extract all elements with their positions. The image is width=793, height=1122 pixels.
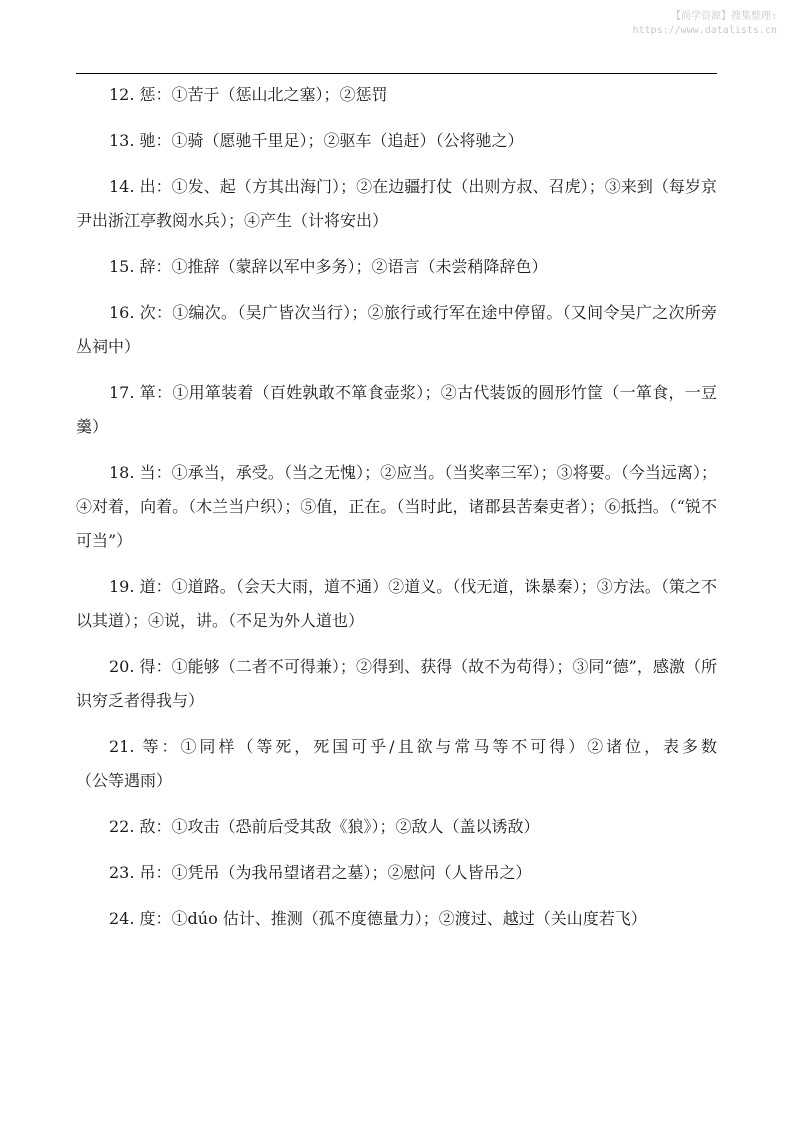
entry-text: 21. 等：①同样（等死，死国可乎/且欲与常马等不可得）②诸位，表多数 (109, 737, 717, 756)
entry-23 (76, 856, 717, 890)
entry-19 (76, 570, 717, 638)
entry-20 (76, 650, 717, 718)
entry-17 (76, 376, 717, 444)
watermark (633, 10, 778, 38)
entry-text: 23. 吊：①凭吊（为我吊望诸君之墓）；②慰问（人皆吊之） (109, 863, 532, 882)
entry-text: 22. 敌：①攻击（恐前后受其敌《狼》）；②敌人（盖以诱敌） (109, 817, 540, 836)
entry-text-cont: 吏者）；⑥抵挡。（“锐不可当”） (76, 497, 717, 550)
entry-24 (76, 902, 717, 936)
entry-text-cont: 当远离）；④对着，向着。（木兰当户织）；⑤值，正在。（当时此，诸郡县苦秦 (76, 463, 717, 516)
entry-text: 17. 箪：①用箪装着（百姓孰敢不箪食壶浆）；②古代装饭的圆形竹筐（一 (109, 383, 636, 402)
entry-text-cont: 广之次所旁丛祠中） (76, 303, 717, 356)
entry-text-cont: 感激（所识穷乏者得我与） (76, 657, 717, 710)
watermark-url: https://www.datalists.cn (632, 25, 777, 36)
entry-text-cont: （公等遇雨） (76, 771, 173, 790)
entry-text: 19. 道：①道路。（会天大雨，道不通）②道义。（伐无道，诛暴秦）；③方 (109, 577, 629, 596)
entry-text: 13. 驰：①骑（愿驰千里足）；②驱车（追赶）（公将驰之） (109, 131, 524, 150)
entry-text: 24. 度：①dúo 估计、推测（孤不度德量力）；②渡过、越过（关山度若飞） (109, 909, 647, 928)
entry-text-cont: 法。（策之不以其道）；④说，讲。（不足为外人道也） (76, 577, 717, 630)
entry-text: 14. 出：①发、起（方其出海门）；②在边疆打仗（出则方叔、召虎）；③ (109, 177, 621, 196)
watermark-source: 【尚学资源】搜集整理: (670, 11, 777, 22)
entry-18 (76, 456, 717, 558)
entry-text: 12. 惩：①苦于（惩山北之塞）；②惩罚 (109, 85, 388, 104)
entry-13 (76, 124, 717, 158)
entry-14 (76, 170, 717, 238)
entry-16 (76, 296, 717, 364)
entry-21 (76, 730, 717, 798)
entry-text: 18. 当：①承当，承受。（当之无愧）；②应当。（当奖率三军）；③将要。（今 (109, 463, 645, 482)
entry-text: 15. 辞：①推辞（蒙辞以军中多务）；②语言（未尝稍降辞色） (109, 257, 548, 276)
entry-text: 20. 得：①能够（二者不可得兼）；②得到、获得（故不为苟得）；③同“德”， (109, 657, 653, 676)
entry-list (76, 78, 717, 948)
entry-text-cont: 来到（每岁京尹出浙江亭教阅水兵）；④产生（计将安出） (76, 177, 717, 230)
entry-12 (76, 78, 717, 112)
entry-22 (76, 810, 717, 844)
entry-text: 16. 次：①编次。（吴广皆次当行）；②旅行或行军在途中停留。（又间令吴 (109, 303, 636, 322)
entry-15 (76, 250, 717, 284)
header-rule (76, 73, 717, 74)
entry-text-cont: 箪食，一豆羹） (76, 383, 717, 436)
